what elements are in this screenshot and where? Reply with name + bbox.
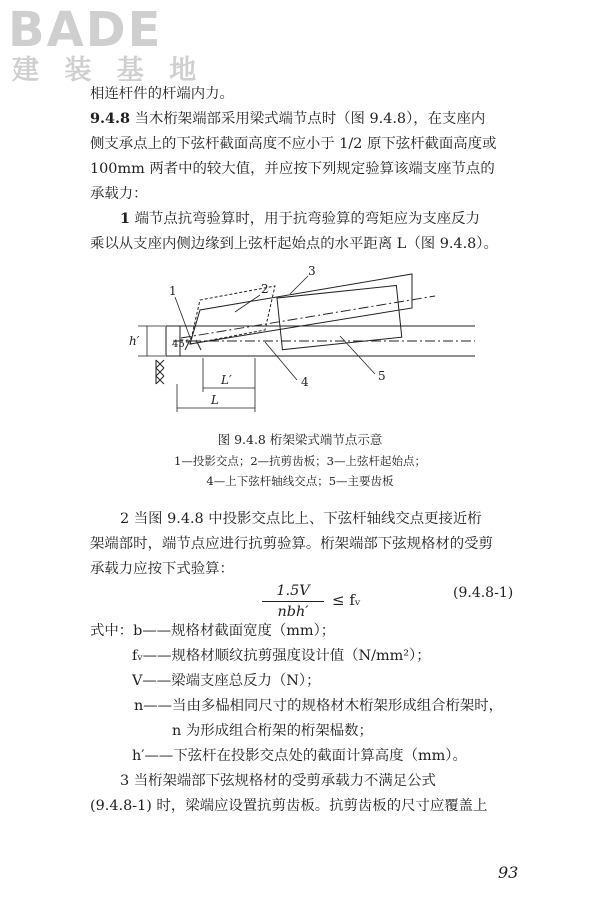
symbol-v: V——梁端支座总反力（N）； [132,673,321,689]
item-2-line-1: 2 当图 9.4.8 中投影交点比上、下弦杆轴线交点更接近桁 [120,511,482,527]
support-hatch [156,360,164,384]
item-1-line [120,209,480,229]
symbol-fv: fᵥ——规格材顺纹抗剪强度设计值（N/mm²）； [132,648,431,664]
text-line-0: 相连杆件的杆端内力。 [90,86,234,102]
label-l: L [211,393,219,407]
label-3: 3 [308,264,316,278]
formula-relation: ≤ fᵥ [332,591,361,609]
section-text: 当木桁架端部采用梁式端节点时（图 9.4.8），在支座内 [130,111,486,127]
formula-fraction [262,582,324,621]
symbol-h-prime: h′——下弦杆在投影交点处的截面计算高度（mm）。 [132,748,467,764]
text-line-3: 100mm 两者中的较大值，并应按下列规定验算该端支座节点的 [90,161,495,177]
label-h-prime: h′ [129,334,140,348]
leader-3 [290,276,308,294]
formula-number: (9.4.8-1) [453,585,514,601]
item-1-number: 1 [120,210,131,227]
top-chord-axis [181,296,435,338]
label-2: 2 [261,282,269,296]
page-number: 93 [498,863,519,882]
label-4: 4 [301,375,309,389]
item-2-line-3: 承载力应按下式验算： [90,561,234,577]
fraction-bar [262,601,324,602]
text-line-4: 承载力： [90,186,148,202]
item-3-line-1: 3 当桁架端部下弦规格材的受剪承载力不满足公式 [120,773,436,789]
text-line-2: 侧支承点上的下弦杆截面高度不应小于 1/2 原下弦杆截面高度或 [90,136,497,152]
label-5: 5 [378,369,386,383]
label-angle: 45° [172,339,190,350]
item-1-text: 端节点抗弯验算时，用于抗弯验算的弯矩应为支座反力 [130,211,480,227]
figure-legend-2: 4—上下弦杆轴线交点；5—主要齿板 [206,474,394,488]
symbol-n-line-1: n——当由多榀相同尺寸的规格材木桁架形成组合桁架时， [134,698,504,714]
leader-4 [265,342,297,380]
figure-caption: 图 9.4.8 桁架梁式端节点示意 [217,432,383,447]
logo-chinese: 建 装 基 地 [12,55,205,86]
main-plate-outline [277,285,402,349]
top-chord [190,274,412,344]
logo-brand: BADE [8,2,163,58]
watermark-logo [8,4,204,86]
item-2-line-2: 架端部时，端节点应进行抗剪验算。桁架端部下弦规格材的受剪 [90,536,493,552]
symbol-n-line-2: n 为形成组合桁架的桁架榀数； [172,723,373,739]
symbol-b: 式中：b——规格材截面宽度（mm）； [90,623,336,639]
truss-end-joint-figure [125,262,485,422]
text-line-6: 乘以从支座内侧边缘到上弦杆起始点的水平距离 L（图 9.4.8）。 [90,236,498,252]
section-9-4-8-line-1 [90,109,485,129]
formula-denominator: nbh′ [277,604,309,620]
item-3-line-2: (9.4.8-1) 时，梁端应设置抗剪齿板。抗剪齿板的尺寸应覆盖上 [90,798,488,814]
label-l-prime: L′ [221,373,232,387]
section-number: 9.4.8 [90,110,131,127]
figure-legend-1: 1—投影交点；2—抗剪齿板；3—上弦杆起始点； [174,454,426,468]
formula-numerator: 1.5V [276,583,310,599]
leader-1 [175,297,191,340]
label-1: 1 [169,284,177,298]
